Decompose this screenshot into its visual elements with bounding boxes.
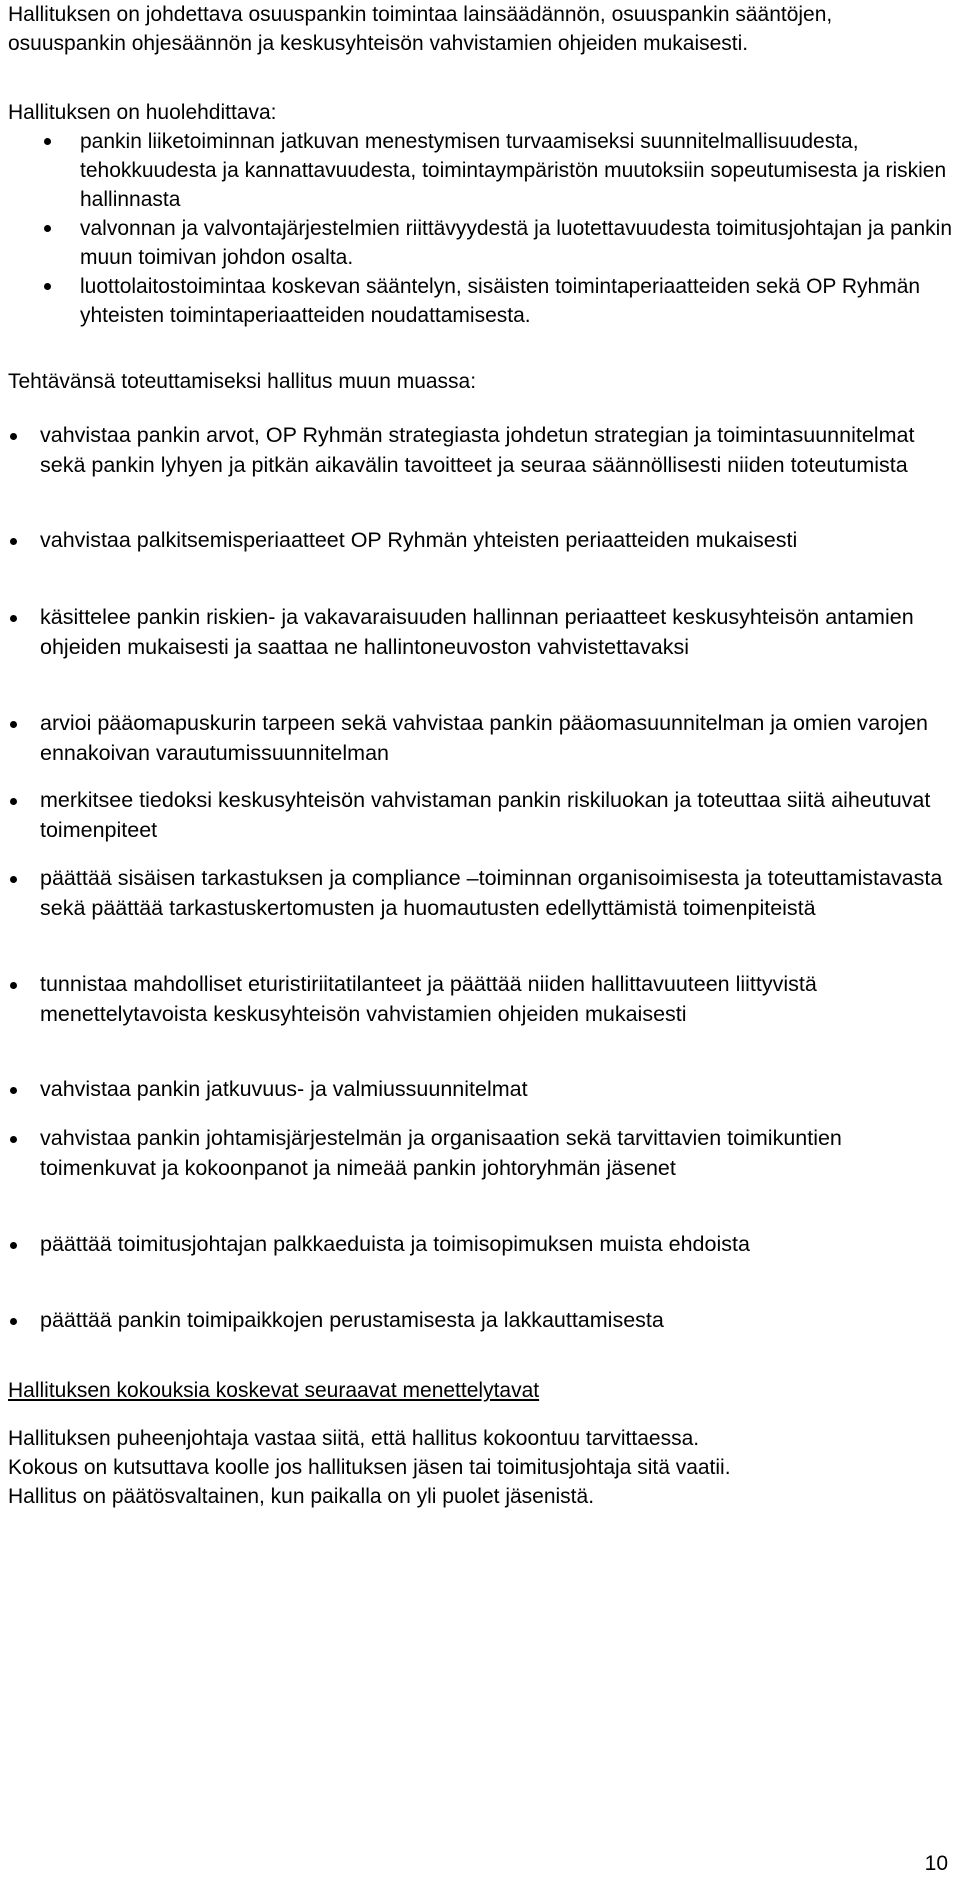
oversight-heading: Hallituksen on huolehdittava: xyxy=(8,101,277,124)
bullet-icon xyxy=(44,138,51,145)
bullet-icon xyxy=(10,538,17,545)
bullet-icon xyxy=(10,721,17,728)
bullet-icon xyxy=(10,798,17,805)
list-item: vahvistaa pankin arvot, OP Ryhmän strategiasta johdetun strategian ja toimintasuunnitelmat sekä pankin lyhyen ja pitkän aikavälin tavoitteet ja seuraa säännöllisesti niiden toteutumista xyxy=(8,421,953,480)
list-item: päättää pankin toimipaikkojen perustamisesta ja lakkauttamisesta xyxy=(8,1306,953,1336)
meetings-line: Hallituksen puheenjohtaja vastaa siitä, että hallitus kokoontuu tarvittaessa. xyxy=(8,1427,700,1450)
list-item: vahvistaa pankin johtamisjärjestelmän ja organisaation sekä tarvittavien toimikuntien toimenkuvat ja kokoonpanot ja nimeää pankin johtoryhmän jäsenet xyxy=(8,1124,953,1183)
list-item: luottolaitostoimintaa koskevan sääntelyn, sisäisten toimintaperiaatteiden sekä OP Ryhmän yhteisten toimintaperiaatteiden noudattamisesta. xyxy=(8,272,953,330)
bullet-icon xyxy=(10,1242,17,1249)
list-item: tunnistaa mahdolliset eturistiriitatilanteet ja päättää niiden hallittavuuteen liittyvistä menettelytavoista keskusyhteisön vahvistamien ohjeiden mukaisesti xyxy=(8,970,953,1029)
list-item: pankin liiketoiminnan jatkuvan menestymisen turvaamiseksi suunnitelmallisuudesta, tehokkuudesta ja kannattavuudesta, toimintaympäristön muutoksiin sopeutumisesta ja riskien hallinnasta xyxy=(8,127,953,214)
list-item: arvioi pääomapuskurin tarpeen sekä vahvistaa pankin pääomasuunnitelman ja omien varojen ennakoivan varautumissuunnitelman xyxy=(8,709,953,768)
bullet-icon xyxy=(10,433,17,440)
bullet-icon xyxy=(10,615,17,622)
bullet-icon xyxy=(10,1136,17,1143)
meetings-line: Hallitus on päätösvaltainen, kun paikalla on yli puolet jäsenistä. xyxy=(8,1485,595,1508)
bullet-icon xyxy=(44,225,51,232)
list-item: vahvistaa pankin jatkuvuus- ja valmiussuunnitelmat xyxy=(8,1075,953,1105)
bullet-icon xyxy=(10,982,17,989)
list-item: käsittelee pankin riskien- ja vakavaraisuuden hallinnan periaatteet keskusyhteisön antamien ohjeiden mukaisesti ja saattaa ne hallintoneuvoston vahvistettavaksi xyxy=(8,603,953,662)
meetings-line: Kokous on kutsuttava koolle jos hallituksen jäsen tai toimitusjohtaja sitä vaatii. xyxy=(8,1456,731,1479)
list-item: vahvistaa palkitsemisperiaatteet OP Ryhmän yhteisten periaatteiden mukaisesti xyxy=(8,526,953,556)
bullet-icon xyxy=(10,876,17,883)
bullet-icon xyxy=(10,1318,17,1325)
list-item: päättää sisäisen tarkastuksen ja compliance –toiminnan organisoimisesta ja toteuttamistavasta sekä päättää tarkastuskertomusten ja huomautusten edellyttämistä toimenpiteistä xyxy=(8,864,953,923)
intro-paragraph: Hallituksen on johdettava osuuspankin toimintaa lainsäädännön, osuuspankin sääntöjen, osuuspankin ohjesäännön ja keskusyhteisön vahvistamien ohjeiden mukaisesti. xyxy=(8,3,833,55)
page-number: 10 xyxy=(924,1852,948,1875)
list-item: valvonnan ja valvontajärjestelmien riittävyydestä ja luotettavuudesta toimitusjohtajan ja pankin muun toimivan johdon osalta. xyxy=(8,214,953,272)
bullet-icon xyxy=(10,1087,17,1094)
oversight-list xyxy=(8,127,953,330)
list-item: päättää toimitusjohtajan palkkaeduista ja toimisopimuksen muista ehdoista xyxy=(8,1230,953,1260)
meetings-heading: Hallituksen kokouksia koskevat seuraavat menettelytavat xyxy=(8,1379,540,1402)
tasks-heading: Tehtävänsä toteuttamiseksi hallitus muun muassa: xyxy=(8,370,477,393)
bullet-icon xyxy=(44,283,51,290)
list-item: merkitsee tiedoksi keskusyhteisön vahvistaman pankin riskiluokan ja toteuttaa siitä aiheutuvat toimenpiteet xyxy=(8,786,953,845)
